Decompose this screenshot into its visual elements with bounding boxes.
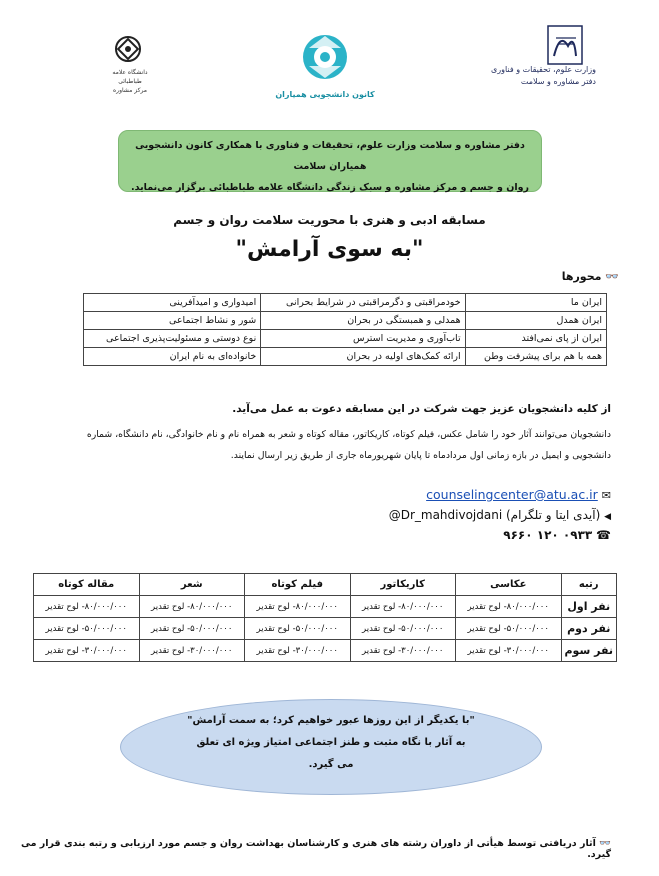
prize-header: رتبه <box>561 574 617 596</box>
axes-cell: همه با هم برای پیشرفت وطن <box>465 348 606 366</box>
axes-cell: شور و نشاط اجتماعی <box>84 312 261 330</box>
slogan-line2: به آثار با نگاه مثبت و طنز اجتماعی امتیاز ویژه ای تعلق <box>196 737 466 748</box>
messenger-id: @Dr_mahdivojdani (آیدی ایتا و تلگرام) <box>388 508 601 522</box>
prize-header: شعر <box>139 574 245 596</box>
axes-table <box>83 293 607 366</box>
ministry-logo <box>470 22 610 102</box>
prize-cell: ۳۰/۰۰۰/۰۰۰- لوح تقدیر <box>350 640 456 662</box>
prize-cell: ۸۰/۰۰۰/۰۰۰- لوح تقدیر <box>456 596 562 618</box>
prize-rank: نفر اول <box>561 596 617 618</box>
description-line1: دانشجویان می‌توانند آثار خود را شامل عکس، فیلم کوتاه، کاریکاتور، مقاله کوتاه و شعر به همراه نام و نام خانوادگی، نام دانشگاه، شماره <box>86 429 611 440</box>
table-row <box>34 640 617 662</box>
prize-cell: ۸۰/۰۰۰/۰۰۰- لوح تقدیر <box>34 596 140 618</box>
prize-cell: ۸۰/۰۰۰/۰۰۰- لوح تقدیر <box>139 596 245 618</box>
hamyaran-logo <box>265 30 385 102</box>
ministry-logo-icon <box>470 22 610 102</box>
university-logo-line2: مرکز مشاوره <box>113 87 147 94</box>
contact-id-row <box>389 508 611 522</box>
banner-line1: دفتر مشاوره و سلامت وزارت علوم، تحقیقات و فناوری با همکاری کانون دانشجویی همیاران سلامت <box>135 140 525 172</box>
table-row <box>84 348 607 366</box>
banner-line2: روان و جسم و مرکز مشاوره و سبک زندگی دانشگاه علامه طباطبائی برگزار می‌نماید. <box>130 182 530 193</box>
ministry-logo-line1: وزارت علوم، تحقیقات و فناوری <box>491 65 596 74</box>
slogan-line3: می گیرد. <box>308 759 354 770</box>
prize-header: فیلم کوتاه <box>245 574 351 596</box>
description-line2: دانشجویی و ایمیل در بازه زمانی اول مردادماه تا پایان شهریورماه جاری از طریق زیر ارسال نمایند. <box>230 450 611 461</box>
contest-title: "به سوی آرامش" <box>235 237 424 262</box>
prize-cell: ۵۰/۰۰۰/۰۰۰- لوح تقدیر <box>350 618 456 640</box>
prize-cell: ۵۰/۰۰۰/۰۰۰- لوح تقدیر <box>245 618 351 640</box>
footer-note <box>0 838 611 860</box>
envelope-icon: ✉ <box>601 489 611 502</box>
table-row <box>84 312 607 330</box>
contest-subtitle: مسابقه ادبی و هنری با محوریت سلامت روان و جسم <box>173 213 486 227</box>
table-row <box>84 294 607 312</box>
invitation-text: از کلیه دانشجویان عزیز جهت شرکت در این مسابقه دعوت به عمل می‌آید. <box>232 403 611 415</box>
axes-heading <box>562 270 619 283</box>
axes-cell: خانواده‌ای به نام ایران <box>84 348 261 366</box>
prize-cell: ۵۰/۰۰۰/۰۰۰- لوح تقدیر <box>139 618 245 640</box>
slogan-line1: "با یکدیگر از این روزها عبور خواهیم کرد؛ به سمت آرامش" <box>187 715 475 726</box>
email-link[interactable]: counselingcenter@atu.ac.ir <box>426 487 598 502</box>
axes-cell: ایران ما <box>465 294 606 312</box>
axes-cell: ارائه کمک‌های اولیه در بحران <box>261 348 465 366</box>
axes-cell: تاب‌آوری و مدیریت استرس <box>261 330 465 348</box>
table-row <box>34 618 617 640</box>
prize-cell: ۳۰/۰۰۰/۰۰۰- لوح تقدیر <box>245 640 351 662</box>
hamyaran-caption: کانون دانشجویی همیاران <box>275 90 375 99</box>
prize-header: کاریکاتور <box>350 574 456 596</box>
intro-banner <box>118 130 542 192</box>
axes-cell: ایران از پای نمی‌افتد <box>465 330 606 348</box>
axes-heading-label: محورها <box>561 270 602 283</box>
prize-rank: نفر سوم <box>561 640 617 662</box>
prize-cell: ۸۰/۰۰۰/۰۰۰- لوح تقدیر <box>245 596 351 618</box>
table-row <box>34 596 617 618</box>
prize-table <box>33 573 617 662</box>
slogan-oval <box>120 699 542 795</box>
prize-cell: ۳۰/۰۰۰/۰۰۰- لوح تقدیر <box>139 640 245 662</box>
university-logo-line1: دانشگاه علامه طباطبائی <box>112 69 148 85</box>
prize-cell: ۵۰/۰۰۰/۰۰۰- لوح تقدیر <box>34 618 140 640</box>
submission-description <box>40 424 611 466</box>
university-logo-icon <box>108 34 148 64</box>
university-logo <box>100 34 160 98</box>
bullet-eye-icon: 👓 <box>599 838 611 849</box>
prize-header: مقاله کوتاه <box>34 574 140 596</box>
table-header-row <box>34 574 617 596</box>
contact-phone-row <box>503 528 611 542</box>
axes-cell: همدلی و همبستگی در بحران <box>261 312 465 330</box>
phone-icon: ☎ <box>596 528 611 542</box>
phone-number: ۰۹۳۳ ۱۲۰ ۹۶۶۰ <box>503 528 593 542</box>
prize-cell: ۸۰/۰۰۰/۰۰۰- لوح تقدیر <box>350 596 456 618</box>
prize-cell: ۵۰/۰۰۰/۰۰۰- لوح تقدیر <box>456 618 562 640</box>
axes-cell: امیدواری و امیدآفرینی <box>84 294 261 312</box>
prize-cell: ۳۰/۰۰۰/۰۰۰- لوح تقدیر <box>456 640 562 662</box>
axes-cell: نوع دوستی و مسئولیت‌پذیری اجتماعی <box>84 330 261 348</box>
table-row <box>84 330 607 348</box>
contact-email-row <box>426 487 611 502</box>
prize-rank: نفر دوم <box>561 618 617 640</box>
prize-header: عکاسی <box>456 574 562 596</box>
footer-text: آثار دریافتی توسط هیأتی از داوران رشته های هنری و کارشناسان بهداشت روان و جسم مورد ارزیابی و رتبه بندی قرار می گیرد. <box>20 838 611 860</box>
hamyaran-logo-icon <box>265 30 385 86</box>
axes-cell: خودمراقبتی و دگرمراقبتی در شرایط بحرانی <box>261 294 465 312</box>
arrow-icon: ◀ <box>604 512 611 522</box>
ministry-logo-line2: دفتر مشاوره و سلامت <box>520 77 596 86</box>
bullet-eye-icon: 👓 <box>605 270 619 283</box>
prize-cell: ۳۰/۰۰۰/۰۰۰- لوح تقدیر <box>34 640 140 662</box>
axes-cell: ایران همدل <box>465 312 606 330</box>
